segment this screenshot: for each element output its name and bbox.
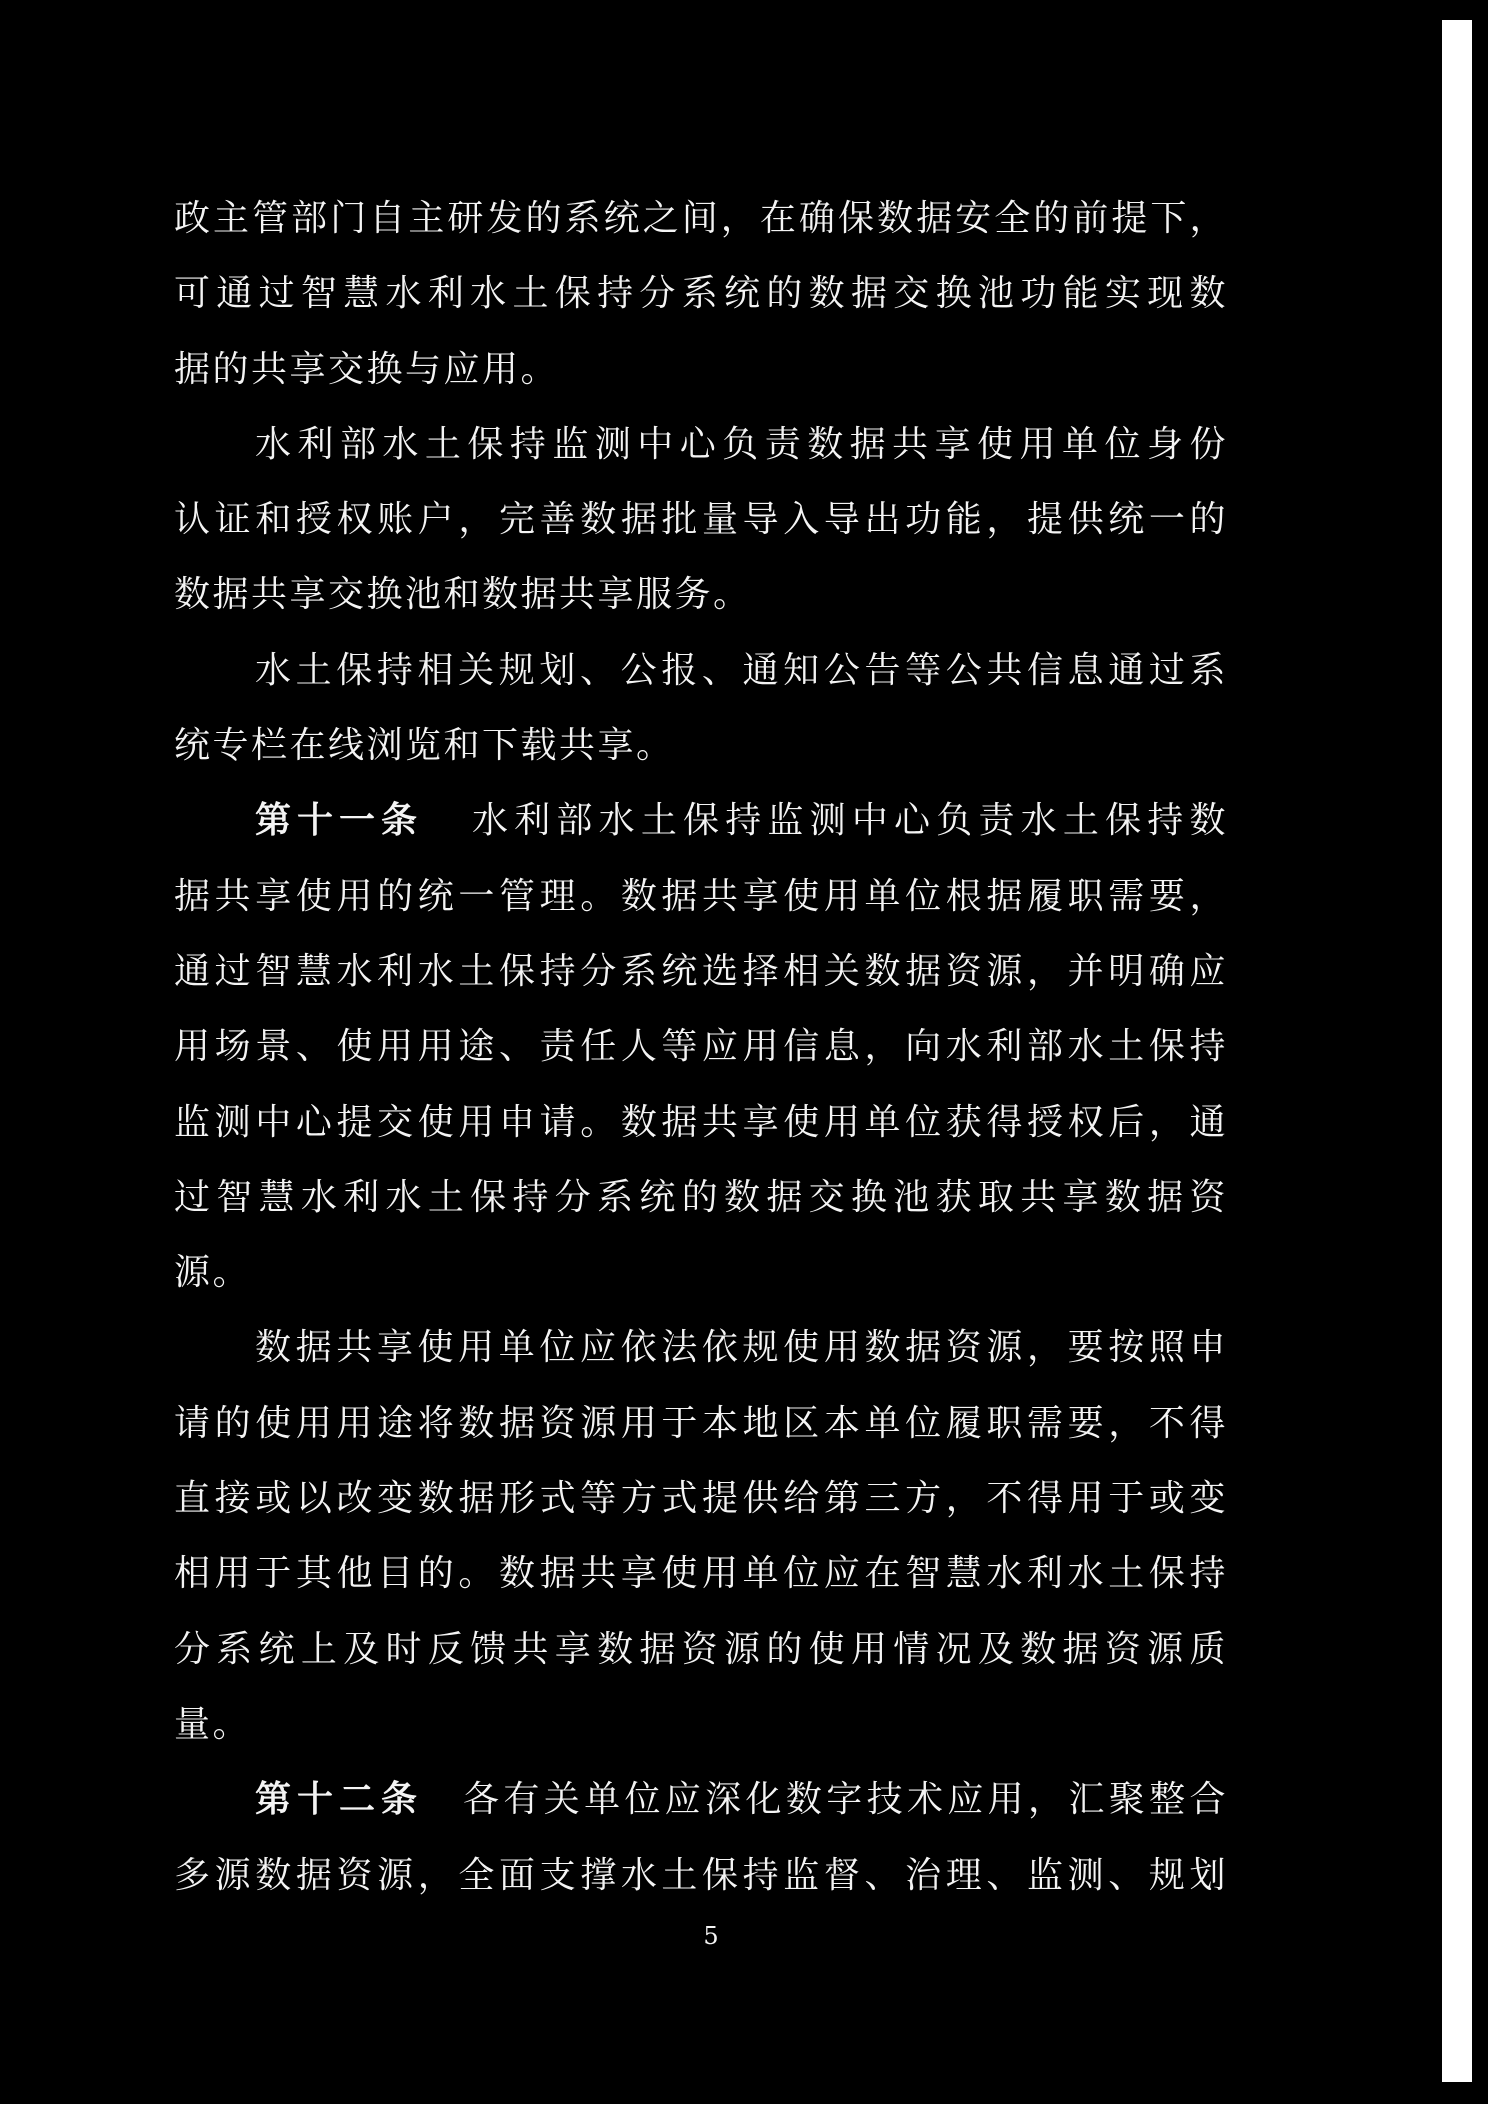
text-line: 通过智慧水利水土保持分系统选择相关数据资源，并明确应	[174, 950, 1228, 992]
text-line: 量。	[174, 1703, 252, 1745]
paragraph	[174, 633, 1228, 784]
text-line: 可通过智慧水利水土保持分系统的数据交换池功能实现数	[174, 273, 1228, 315]
paragraph-article-11	[174, 783, 1228, 1310]
body-text	[174, 181, 1228, 1913]
text-line: 水土保持相关规划、公报、通知公告等公共信息通过系	[255, 649, 1228, 691]
paragraph-article-12	[174, 1762, 1228, 1913]
text-line: 水利部水土保持监测中心负责数据共享使用单位身份	[255, 423, 1228, 465]
text-line: 统专栏在线浏览和下载共享。	[174, 725, 675, 767]
text-line: 过智慧水利水土保持分系统的数据交换池获取共享数据资	[174, 1176, 1228, 1218]
text-line: 请的使用用途将数据资源用于本地区本单位履职需要，不得	[174, 1402, 1228, 1444]
article-number: 第十二条	[255, 1778, 424, 1821]
paragraph	[174, 407, 1228, 633]
text-line: 据的共享交换与应用。	[174, 348, 560, 390]
paragraph	[174, 1310, 1228, 1762]
page-number: 5	[703, 1922, 719, 1950]
text-line-rest: 水利部水土保持监测中心负责水土保持数	[472, 800, 1228, 842]
text-line: 多源数据资源，全面支撑水土保持监督、治理、监测、规划	[174, 1854, 1228, 1896]
text-line: 直接或以改变数据形式等方式提供给第三方，不得用于或变	[174, 1478, 1228, 1520]
article-number: 第十一条	[255, 799, 424, 842]
text-line: 据共享使用的统一管理。数据共享使用单位根据履职需要，	[174, 875, 1228, 917]
article-heading-line	[174, 783, 1228, 858]
text-line: 源。	[174, 1252, 252, 1294]
text-line: 监测中心提交使用申请。数据共享使用单位获得授权后，通	[174, 1101, 1228, 1143]
text-line: 用场景、使用用途、责任人等应用信息，向水利部水土保持	[174, 1026, 1228, 1068]
text-line: 认证和授权账户，完善数据批量导入导出功能，提供统一的	[174, 499, 1228, 541]
text-line: 数据共享使用单位应依法依规使用数据资源，要按照申	[255, 1327, 1228, 1369]
article-heading-line	[174, 1762, 1228, 1837]
text-line-rest: 各有关单位应深化数字技术应用，汇聚整合	[463, 1779, 1228, 1821]
paragraph	[174, 181, 1228, 407]
text-line: 分系统上及时反馈共享数据资源的使用情况及数据资源质	[174, 1628, 1228, 1670]
scan-edge-bar	[1442, 20, 1472, 2082]
text-line: 相用于其他目的。数据共享使用单位应在智慧水利水土保持	[174, 1553, 1228, 1595]
text-line: 政主管部门自主研发的系统之间，在确保数据安全的前提下，	[174, 198, 1228, 239]
text-line: 数据共享交换池和数据共享服务。	[174, 574, 752, 616]
